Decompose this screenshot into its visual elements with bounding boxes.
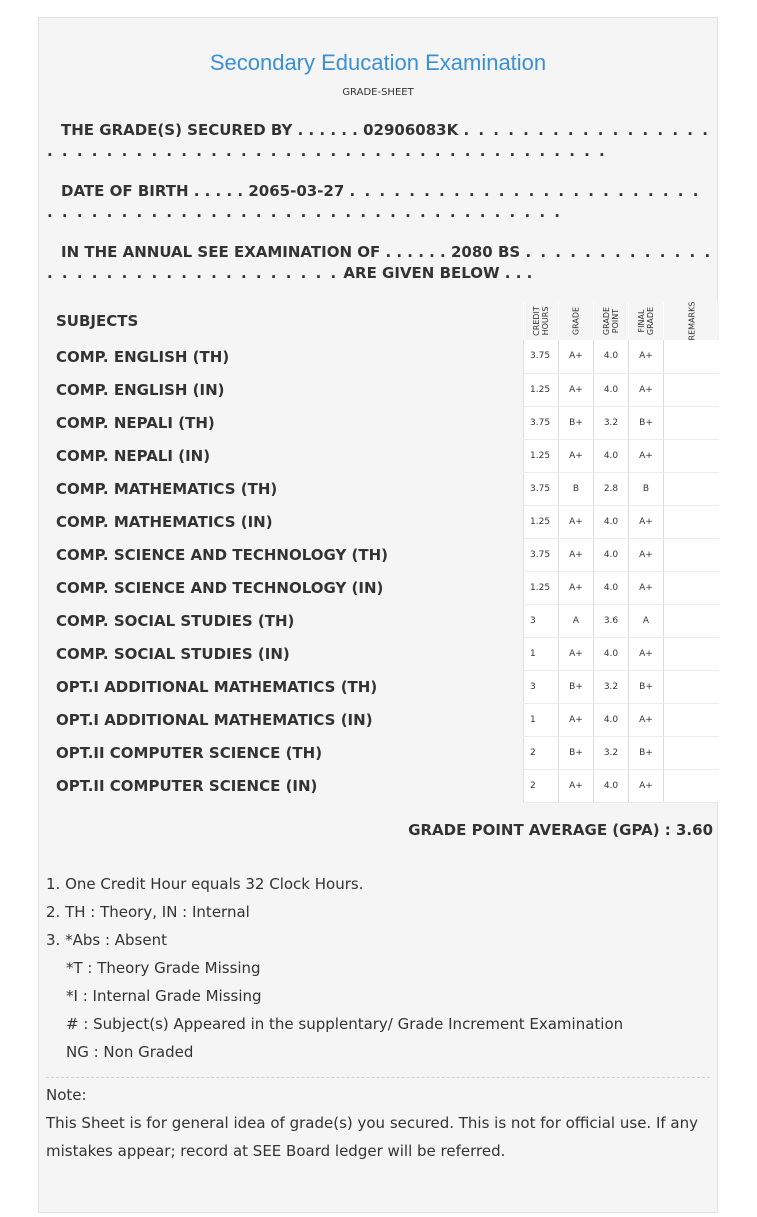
grade-cell: B+: [559, 670, 594, 703]
exam-line: IN THE ANNUAL SEE EXAMINATION OF . . . . . . 2080 BS . . . . . . . . . . . . . . . . . . . . . . . . . . . . . . . . . ARE GIVEN BELOW . . .: [47, 243, 713, 282]
remarks-cell: [664, 340, 720, 373]
credit-hours-cell: 3.75: [524, 538, 559, 571]
grade-point-cell: 3.6: [594, 604, 629, 637]
subject-cell: COMP. NEPALI (IN): [56, 446, 211, 465]
secured-by-line: THE GRADE(S) SECURED BY . . . . . . 02906083K . . . . . . . . . . . . . . . . . . . . . . . . . . . . . . . . . . . . . . . . . . . . . . . . . . . . . . .: [47, 121, 710, 160]
subject-cell: COMP. MATHEMATICS (IN): [56, 512, 273, 531]
remarks-cell: [664, 670, 720, 703]
grade-cell: A+: [559, 769, 594, 802]
sub-note-item: NG : Non Graded: [66, 1043, 194, 1061]
exam-year: 2080 BS: [450, 243, 521, 261]
header-remarks: REMARKS: [664, 302, 720, 340]
exam-label: IN THE ANNUAL SEE EXAMINATION OF . . . . . .: [61, 243, 446, 261]
final-grade-cell: A+: [629, 538, 664, 571]
sub-note-item: *T : Theory Grade Missing: [66, 959, 261, 977]
note-item: 2. TH : Theory, IN : Internal: [46, 903, 250, 921]
subject-cell: COMP. SOCIAL STUDIES (TH): [56, 611, 295, 630]
credit-hours-cell: 3: [524, 604, 559, 637]
grade-point-cell: 3.2: [594, 670, 629, 703]
grade-sheet: [38, 17, 718, 1213]
credit-hours-cell: 3.75: [524, 340, 559, 373]
credit-hours-cell: 2: [524, 736, 559, 769]
remarks-cell: [664, 604, 720, 637]
subject-cell: OPT.I ADDITIONAL MATHEMATICS (IN): [56, 710, 373, 729]
remarks-cell: [664, 538, 720, 571]
subject-cell: COMP. NEPALI (TH): [56, 413, 215, 432]
table-row: [47, 571, 719, 604]
symbol-number: 02906083K: [363, 121, 459, 139]
table-row: [47, 472, 719, 505]
subject-cell: OPT.I ADDITIONAL MATHEMATICS (TH): [56, 677, 378, 696]
header-final-grade: FINAL GRADE: [629, 302, 664, 340]
grade-cell: A+: [559, 538, 594, 571]
divider: [46, 1077, 710, 1078]
grades-table: [47, 302, 719, 803]
page-title: Secondary Education Examination: [209, 50, 547, 75]
final-grade-cell: A+: [629, 340, 664, 373]
remarks-cell: [664, 637, 720, 670]
table-row: [47, 637, 719, 670]
gpa: GRADE POINT AVERAGE (GPA) : 3.60: [408, 821, 713, 839]
grade-point-cell: 4.0: [594, 637, 629, 670]
credit-hours-cell: 1: [524, 637, 559, 670]
final-grade-cell: A+: [629, 769, 664, 802]
grade-point-cell: 4.0: [594, 505, 629, 538]
grade-cell: A+: [559, 505, 594, 538]
subject-cell: COMP. SCIENCE AND TECHNOLOGY (IN): [56, 578, 384, 597]
table-row: [47, 703, 719, 736]
final-grade-cell: A+: [629, 373, 664, 406]
grade-cell: B+: [559, 736, 594, 769]
table-row: [47, 604, 719, 637]
sub-note-item: # : Subject(s) Appeared in the supplentary/ Grade Increment Examination: [66, 1015, 624, 1033]
remarks-cell: [664, 571, 720, 604]
final-grade-cell: A+: [629, 505, 664, 538]
table-header-row: [47, 302, 719, 340]
disclaimer: [46, 1081, 714, 1165]
grade-point-cell: 4.0: [594, 340, 629, 373]
page-subtitle: GRADE-SHEET: [342, 87, 414, 98]
header-credit-hours: CREDIT HOURS: [524, 302, 559, 340]
subject-cell: COMP. ENGLISH (IN): [56, 380, 225, 399]
note-text: This Sheet is for general idea of grade(s) you secured. This is not for official use. If any mistakes appear; record at SEE Board ledger will be referred.: [46, 1114, 699, 1160]
credit-hours-cell: 2: [524, 769, 559, 802]
table-row: [47, 769, 719, 802]
grade-point-cell: 2.8: [594, 472, 629, 505]
header-grade-point: GRADE POINT: [594, 302, 629, 340]
credit-hours-cell: 1.25: [524, 505, 559, 538]
credit-hours-cell: 1.25: [524, 373, 559, 406]
grade-cell: A: [559, 604, 594, 637]
subject-cell: COMP. ENGLISH (TH): [56, 347, 230, 366]
credit-hours-cell: 1: [524, 703, 559, 736]
final-grade-cell: A+: [629, 637, 664, 670]
remarks-cell: [664, 439, 720, 472]
grade-point-cell: 4.0: [594, 703, 629, 736]
table-row: [47, 406, 719, 439]
remarks-cell: [664, 703, 720, 736]
grade-point-cell: 4.0: [594, 571, 629, 604]
final-grade-cell: B: [629, 472, 664, 505]
remarks-cell: [664, 373, 720, 406]
subject-cell: OPT.II COMPUTER SCIENCE (TH): [56, 743, 323, 762]
final-grade-cell: B+: [629, 670, 664, 703]
note-label: Note:: [46, 1086, 87, 1104]
grade-point-cell: 4.0: [594, 439, 629, 472]
credit-hours-cell: 3: [524, 670, 559, 703]
subject-cell: COMP. SOCIAL STUDIES (IN): [56, 644, 290, 663]
dob-value: 2065-03-27: [248, 182, 345, 200]
given-below: ARE GIVEN BELOW . . .: [343, 264, 533, 282]
header-grade: GRADE: [559, 302, 594, 340]
remarks-cell: [664, 505, 720, 538]
remarks-cell: [664, 472, 720, 505]
remarks-cell: [664, 736, 720, 769]
grade-cell: A+: [559, 703, 594, 736]
final-grade-cell: B+: [629, 736, 664, 769]
remarks-cell: [664, 769, 720, 802]
note-item: 3. *Abs : Absent: [46, 931, 167, 949]
remarks-cell: [664, 406, 720, 439]
credit-hours-cell: 3.75: [524, 472, 559, 505]
notes-list: [46, 870, 623, 1066]
secured-by-label: THE GRADE(S) SECURED BY . . . . . .: [61, 121, 358, 139]
dob-line: DATE OF BIRTH . . . . . 2065-03-27 . . . . . . . . . . . . . . . . . . . . . . . . . . . . . . . . . . . . . . . . . . . . . . . . . . . . . . . . . . .: [47, 182, 701, 221]
table-row: [47, 505, 719, 538]
sub-note-item: *I : Internal Grade Missing: [66, 987, 262, 1005]
grade-cell: A+: [559, 373, 594, 406]
table-row: [47, 736, 719, 769]
grade-point-cell: 3.2: [594, 736, 629, 769]
grade-point-cell: 4.0: [594, 769, 629, 802]
subject-cell: COMP. MATHEMATICS (TH): [56, 479, 278, 498]
subject-cell: OPT.II COMPUTER SCIENCE (IN): [56, 776, 318, 795]
subject-cell: COMP. SCIENCE AND TECHNOLOGY (TH): [56, 545, 389, 564]
grade-cell: A+: [559, 637, 594, 670]
table-row: [47, 439, 719, 472]
final-grade-cell: A: [629, 604, 664, 637]
table-row: [47, 340, 719, 373]
final-grade-cell: A+: [629, 703, 664, 736]
grade-cell: A+: [559, 340, 594, 373]
final-grade-cell: B+: [629, 406, 664, 439]
grade-cell: B: [559, 472, 594, 505]
grade-point-cell: 4.0: [594, 373, 629, 406]
table-row: [47, 670, 719, 703]
table-row: [47, 373, 719, 406]
grade-cell: A+: [559, 571, 594, 604]
table-row: [47, 538, 719, 571]
dob-label: DATE OF BIRTH . . . . .: [61, 182, 244, 200]
grade-cell: A+: [559, 439, 594, 472]
final-grade-cell: A+: [629, 571, 664, 604]
grade-point-cell: 3.2: [594, 406, 629, 439]
credit-hours-cell: 1.25: [524, 439, 559, 472]
credit-hours-cell: 1.25: [524, 571, 559, 604]
header-subjects: SUBJECTS: [56, 312, 139, 330]
note-item: 1. One Credit Hour equals 32 Clock Hours.: [46, 875, 364, 893]
grade-point-cell: 4.0: [594, 538, 629, 571]
grade-cell: B+: [559, 406, 594, 439]
credit-hours-cell: 3.75: [524, 406, 559, 439]
final-grade-cell: A+: [629, 439, 664, 472]
